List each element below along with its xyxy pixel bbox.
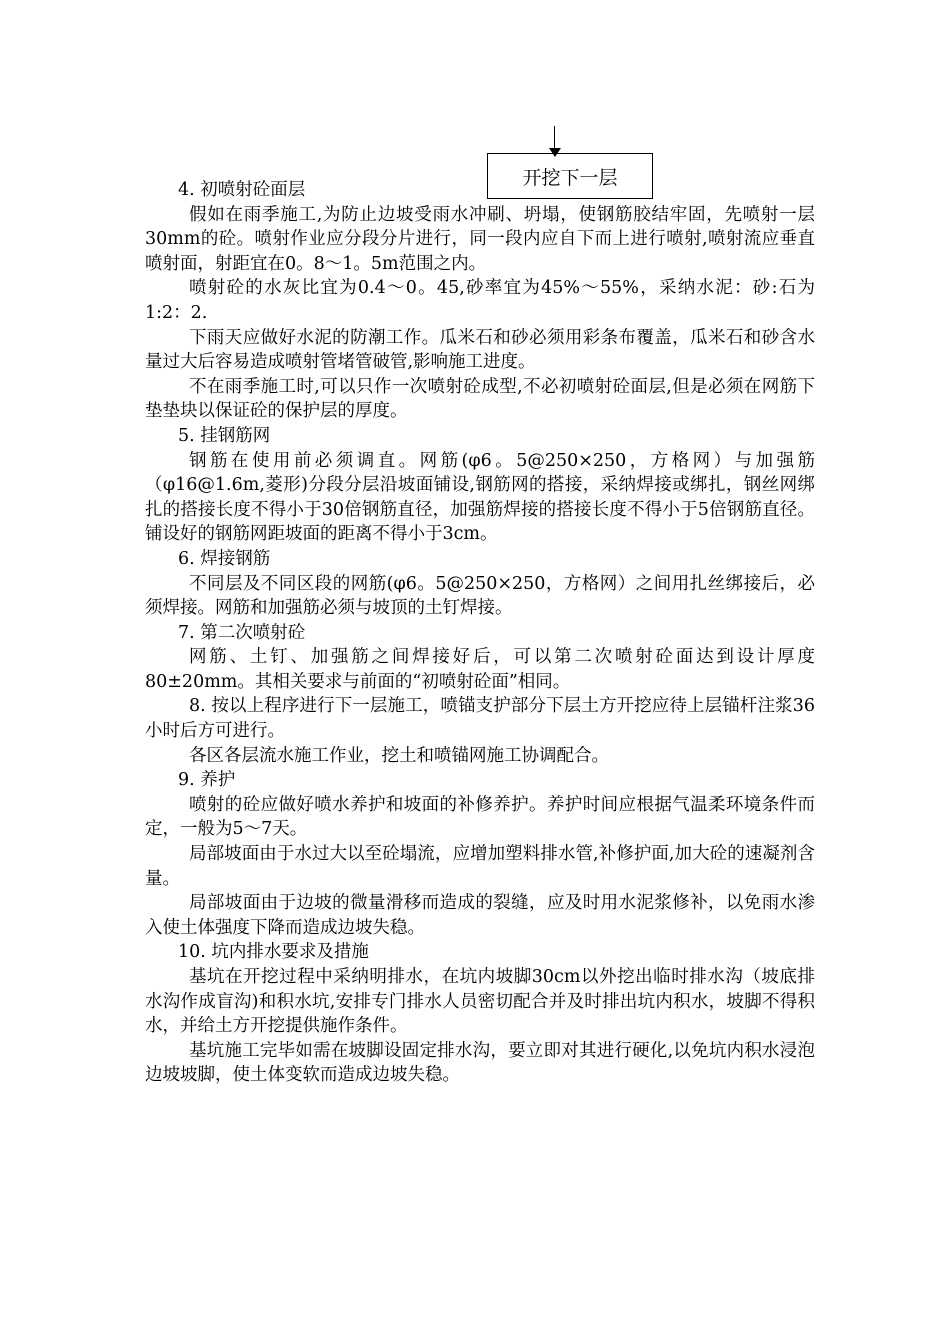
- body-paragraph: 基坑施工完毕如需在坡脚设固定排水沟，要立即对其进行硬化,以免坑内积水浸泡边坡坡脚，使土体变软而造成边坡失稳。: [145, 1040, 815, 1086]
- body-paragraph: 各区各层流水施工作业，挖土和喷锚网施工协调配合。: [189, 745, 609, 766]
- body-paragraph: 局部坡面由于水过大以至砼塌流，应增加塑料排水管,补修护面,加大砼的速凝剂含量。: [145, 844, 815, 889]
- body-paragraph: 钢筋在使用前必须调直。网筋(φ6。5@250×250，方格网）与加强筋（φ16@1.6m,菱形)分段分层沿坡面铺设,钢筋网的搭接，采纳焊接或绑扎，钢丝网绑扎的搭接长度不得小于30倍钢筋直径，加强筋焊接的搭接长度不得小于5倍钢筋直径。铺设好的钢筋网距坡面的距离不得小于3cm。: [145, 450, 815, 545]
- body-paragraph: 8. 按以上程序进行下一层施工，喷锚支护部分下层土方开挖应待上层锚杆注浆36小时后方可进行。: [145, 696, 815, 742]
- document-body: [145, 178, 815, 1088]
- section-heading: 5. 挂钢筋网: [178, 425, 271, 446]
- section-heading: 4. 初喷射砼面层: [178, 180, 306, 200]
- body-paragraph: 基坑在开挖过程中采纳明排水，在坑内坡脚30cm以外挖出临时排水沟（坡底排水沟作成盲沟)和积水坑,安排专门排水人员密切配合并及时排出坑内积水，坡脚不得积水，并给土方开挖提供施作条件。: [145, 967, 815, 1037]
- body-paragraph: 假如在雨季施工,为防止边坡受雨水冲刷、坍塌，使钢筋胶结牢固，先喷射一层30mm的砼。喷射作业应分段分片进行，同一段内应自下而上进行喷射,喷射流应垂直喷射面，射距宜在0。8～1。5m范围之内。: [145, 204, 815, 274]
- body-paragraph: 不在雨季施工时,可以只作一次喷射砼成型,不必初喷射砼面层,但是必须在网筋下垫垫块以保证砼的保护层的厚度。: [145, 376, 815, 422]
- section-heading: 10. 坑内排水要求及措施: [178, 942, 369, 963]
- body-paragraph: 网筋、土钉、加强筋之间焊接好后，可以第二次喷射砼面达到设计厚度80±20mm。其相关要求与前面的“初喷射砼面”相同。: [145, 647, 815, 692]
- body-paragraph: 下雨天应做好水泥的防潮工作。瓜米石和砂必须用彩条布覆盖，瓜米石和砂含水量过大后容易造成喷射管堵管破管,影响施工进度。: [145, 327, 815, 373]
- section-heading: 6. 焊接钢筋: [178, 548, 271, 569]
- flowchart-box-label: 开挖下一层: [522, 166, 618, 189]
- body-paragraph: 喷射的砼应做好喷水养护和坡面的补修养护。养护时间应根据气温柔环境条件而定，一般为5～7天。: [145, 794, 815, 840]
- body-paragraph: 局部坡面由于边坡的微量滑移而造成的裂缝，应及时用水泥浆修补，以免雨水渗入使土体强度下降而造成边坡失稳。: [145, 893, 815, 938]
- body-paragraph: 喷射砼的水灰比宜为0.4～0。45,砂率宜为45%～55%，采纳水泥：砂:石为1:2：2.: [145, 278, 815, 323]
- section-heading: 9. 养护: [178, 770, 236, 791]
- section-heading: 7. 第二次喷射砼: [178, 622, 306, 643]
- body-paragraph: 不同层及不同区段的网筋(φ6。5@250×250，方格网）之间用扎丝绑接后，必须焊接。网筋和加强筋必须与坡顶的土钉焊接。: [145, 573, 815, 619]
